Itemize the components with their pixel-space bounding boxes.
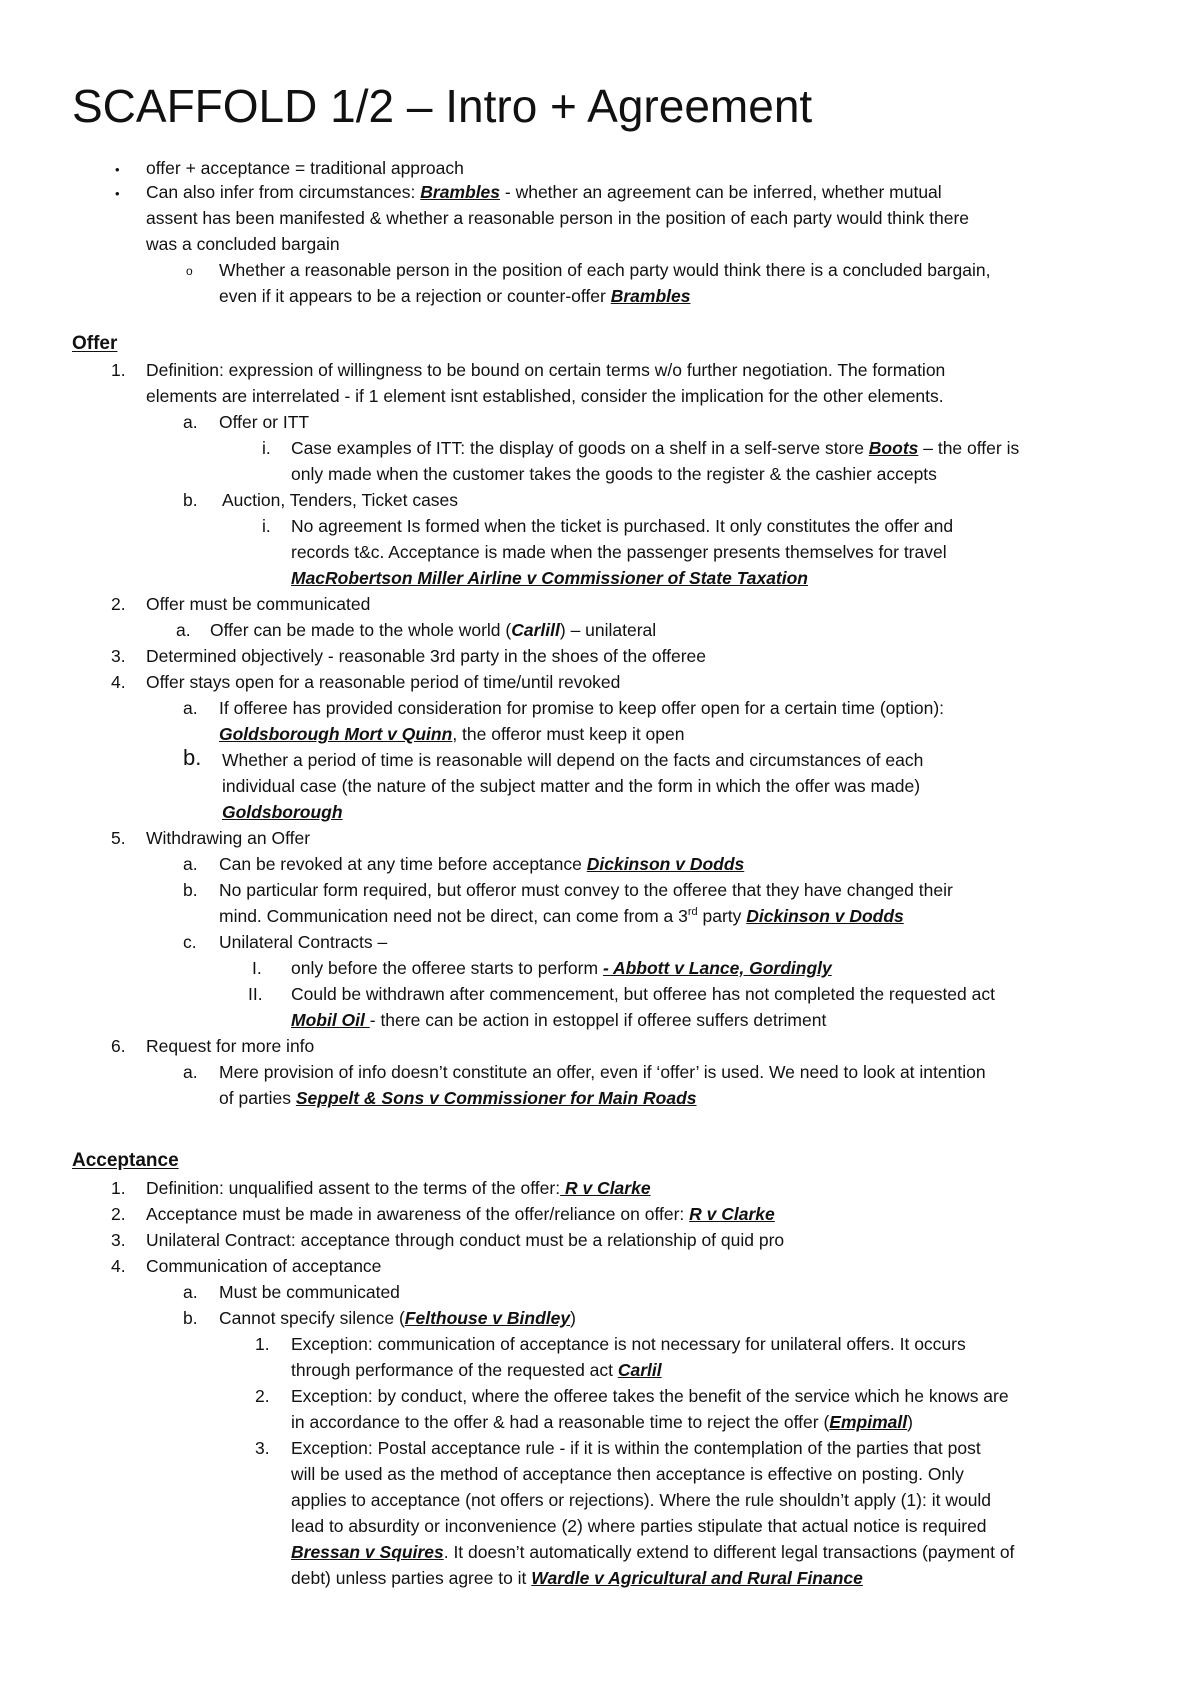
case-citation: R v Clarke <box>560 1178 651 1198</box>
offer-item-4a-line-1: If offeree has provided consideration for promise to keep offer open for a certain time (option): <box>219 698 945 718</box>
case-citation: Dickinson v Dodds <box>586 854 745 874</box>
offer-item-6a-line-2: of parties Seppelt & Sons v Commissioner for Main Roads <box>219 1088 697 1108</box>
case-citation: Carlill <box>511 620 560 640</box>
offer-item-5c-II-line-1: Could be withdrawn after commencement, but offeree has not completed the requested act <box>291 984 995 1004</box>
list-letter: c. <box>183 932 197 952</box>
list-letter: b. <box>183 745 202 770</box>
section-heading-acceptance: Acceptance <box>72 1150 179 1171</box>
document-title: SCAFFOLD 1/2 – Intro + Agreement <box>72 80 813 132</box>
acceptance-item-3: Unilateral Contract: acceptance through conduct must be a relationship of quid pro <box>146 1230 785 1250</box>
case-citation: Brambles <box>420 182 501 202</box>
acceptance-exception-3-line-3: applies to acceptance (not offers or rejections). Where the rule shouldn’t apply (1): it would <box>291 1490 992 1510</box>
acceptance-item-4: Communication of acceptance <box>146 1256 382 1276</box>
offer-item-2a: Offer can be made to the whole world (Carlill) – unilateral <box>210 620 657 640</box>
case-citation: Bressan v Squires <box>291 1542 444 1562</box>
offer-item-5c: Unilateral Contracts – <box>219 932 388 952</box>
acceptance-exception-1-line-2: through performance of the requested act Carlil <box>291 1360 662 1380</box>
list-roman: II. <box>248 984 263 1004</box>
list-roman: i. <box>262 438 271 458</box>
list-number: 6. <box>111 1036 126 1056</box>
list-number: 4. <box>111 1256 126 1276</box>
list-roman: I. <box>252 958 262 978</box>
list-roman: i. <box>262 516 271 536</box>
list-number: 5. <box>111 828 126 848</box>
list-letter: a. <box>176 620 191 640</box>
acceptance-item-1: Definition: unqualified assent to the terms of the offer: R v Clarke <box>146 1178 651 1198</box>
case-citation: Empimall <box>829 1412 908 1432</box>
acceptance-exception-2-line-2: in accordance to the offer & had a reasonable time to reject the offer (Empimall) <box>291 1412 913 1432</box>
list-number: 2. <box>111 594 126 614</box>
offer-item-5c-I: only before the offeree starts to perform - Abbott v Lance, Gordingly <box>291 958 832 978</box>
case-citation: Boots <box>868 438 919 458</box>
offer-item-4: Offer stays open for a reasonable period of time/until revoked <box>146 672 621 692</box>
case-citation: - Abbott v Lance, Gordingly <box>602 958 832 978</box>
acceptance-exception-3-line-6: debt) unless parties agree to it Wardle v Agricultural and Rural Finance <box>291 1568 863 1588</box>
list-number: 2. <box>111 1204 126 1224</box>
acceptance-item-4a: Must be communicated <box>219 1282 400 1302</box>
offer-item-5b-line-2: mind. Communication need not be direct, can come from a 3rd party Dickinson v Dodds <box>219 906 904 926</box>
list-number: 1. <box>111 1178 126 1198</box>
list-letter: a. <box>183 1282 198 1302</box>
list-letter: a. <box>183 1062 198 1082</box>
acceptance-exception-1-line-1: Exception: communication of acceptance is not necessary for unilateral offers. It occurs <box>291 1334 966 1354</box>
offer-item-3: Determined objectively - reasonable 3rd party in the shoes of the offeree <box>146 646 706 666</box>
offer-item-5: Withdrawing an Offer <box>146 828 311 848</box>
case-citation: Goldsborough <box>222 802 343 822</box>
bullet-marker: • <box>115 162 120 177</box>
offer-item-5a: Can be revoked at any time before acceptance Dickinson v Dodds <box>219 854 745 874</box>
case-citation: Dickinson v Dodds <box>746 906 904 926</box>
acceptance-exception-3-line-4: lead to absurdity or inconvenience (2) where parties stipulate that actual notice is required <box>291 1516 987 1536</box>
offer-item-4a-line-2: Goldsborough Mort v Quinn, the offeror must keep it open <box>219 724 685 744</box>
list-letter: a. <box>183 412 198 432</box>
list-letter: a. <box>183 698 198 718</box>
offer-item-1-line-1: Definition: expression of willingness to be bound on certain terms w/o further negotiation. The formation <box>146 360 946 380</box>
offer-item-1b-i-line-3 <box>291 565 808 591</box>
offer-item-6: Request for more info <box>146 1036 315 1056</box>
intro-sub-line-2: even if it appears to be a rejection or counter-offer Brambles <box>219 286 691 306</box>
bullet-marker: • <box>115 186 120 201</box>
list-letter: a. <box>183 854 198 874</box>
acceptance-exception-2-line-1: Exception: by conduct, where the offeree takes the benefit of the service which he knows are <box>291 1386 1009 1406</box>
offer-item-1a: Offer or ITT <box>219 412 310 432</box>
list-number: 1. <box>111 360 126 380</box>
case-citation: Goldsborough Mort v Quinn <box>219 724 453 744</box>
list-letter: b. <box>183 880 198 900</box>
intro-bullet-2-line-1: Can also infer from circumstances: Brambles - whether an agreement can be inferred, whether mutual <box>146 182 942 202</box>
intro-bullet-1: offer + acceptance = traditional approach <box>146 158 464 178</box>
offer-item-4b-line-2: individual case (the nature of the subject matter and the form in which the offer was made) <box>222 776 921 796</box>
offer-item-1a-i-line-2: only made when the customer takes the goods to the register & the cashier accepts <box>291 464 937 484</box>
acceptance-item-4b: Cannot specify silence (Felthouse v Bindley) <box>219 1308 576 1328</box>
acceptance-exception-3-line-5: Bressan v Squires. It doesn’t automatically extend to different legal transactions (payment of <box>291 1542 1015 1562</box>
offer-item-2: Offer must be communicated <box>146 594 371 614</box>
offer-item-6a-line-1: Mere provision of info doesn’t constitute an offer, even if ‘offer’ is used. We need to look at intention <box>219 1062 986 1082</box>
offer-item-1a-i-line-1: Case examples of ITT: the display of goods on a shelf in a self-serve store Boots – the offer is <box>291 438 1020 458</box>
case-citation: MacRobertson Miller Airline v Commissioner of State Taxation <box>291 568 809 588</box>
circle-bullet-marker: o <box>186 264 193 278</box>
acceptance-exception-3-line-1: Exception: Postal acceptance rule - if it is within the contemplation of the parties that post <box>291 1438 981 1458</box>
offer-item-1b-i-line-2: records t&c. Acceptance is made when the passenger presents themselves for travel <box>291 542 947 562</box>
case-citation: Brambles <box>610 286 691 306</box>
acceptance-exception-3-line-2: will be used as the method of acceptance then acceptance is effective on posting. Only <box>291 1464 964 1484</box>
offer-item-1b: Auction, Tenders, Ticket cases <box>222 490 459 510</box>
offer-item-4b-line-3 <box>222 799 343 825</box>
offer-item-1b-i-line-1: No agreement Is formed when the ticket is purchased. It only constitutes the offer and <box>291 516 954 536</box>
list-number: 3. <box>111 646 126 666</box>
case-citation: Wardle v Agricultural and Rural Finance <box>531 1568 863 1588</box>
offer-item-5b-line-1: No particular form required, but offeror must convey to the offeree that they have changed their <box>219 880 953 900</box>
list-letter: b. <box>183 490 198 510</box>
list-number: 3. <box>255 1438 270 1458</box>
case-citation: Seppelt & Sons v Commissioner for Main Roads <box>295 1088 697 1108</box>
section-heading-offer: Offer <box>72 333 118 354</box>
intro-bullet-2-line-3: was a concluded bargain <box>146 234 340 254</box>
intro-sub-line-1: Whether a reasonable person in the position of each party would think there is a concluded bargain, <box>219 260 991 280</box>
list-number: 1. <box>255 1334 270 1354</box>
intro-bullet-2-line-2: assent has been manifested & whether a reasonable person in the position of each party would think there <box>146 208 970 228</box>
list-number: 4. <box>111 672 126 692</box>
case-citation: R v Clarke <box>689 1204 775 1224</box>
offer-item-4b-line-1: Whether a period of time is reasonable will depend on the facts and circumstances of each <box>222 750 924 770</box>
list-number: 3. <box>111 1230 126 1250</box>
offer-item-5c-II-line-2: Mobil Oil - there can be action in estoppel if offeree suffers detriment <box>291 1010 827 1030</box>
case-citation: Carlil <box>617 1360 662 1380</box>
case-citation: Felthouse v Bindley <box>404 1308 571 1328</box>
acceptance-item-2: Acceptance must be made in awareness of the offer/reliance on offer: R v Clarke <box>146 1204 775 1224</box>
offer-item-1-line-2: elements are interrelated - if 1 element isnt established, consider the implication for the other elements. <box>146 386 944 406</box>
list-letter: b. <box>183 1308 198 1328</box>
case-citation: Mobil Oil <box>291 1010 370 1030</box>
list-number: 2. <box>255 1386 270 1406</box>
